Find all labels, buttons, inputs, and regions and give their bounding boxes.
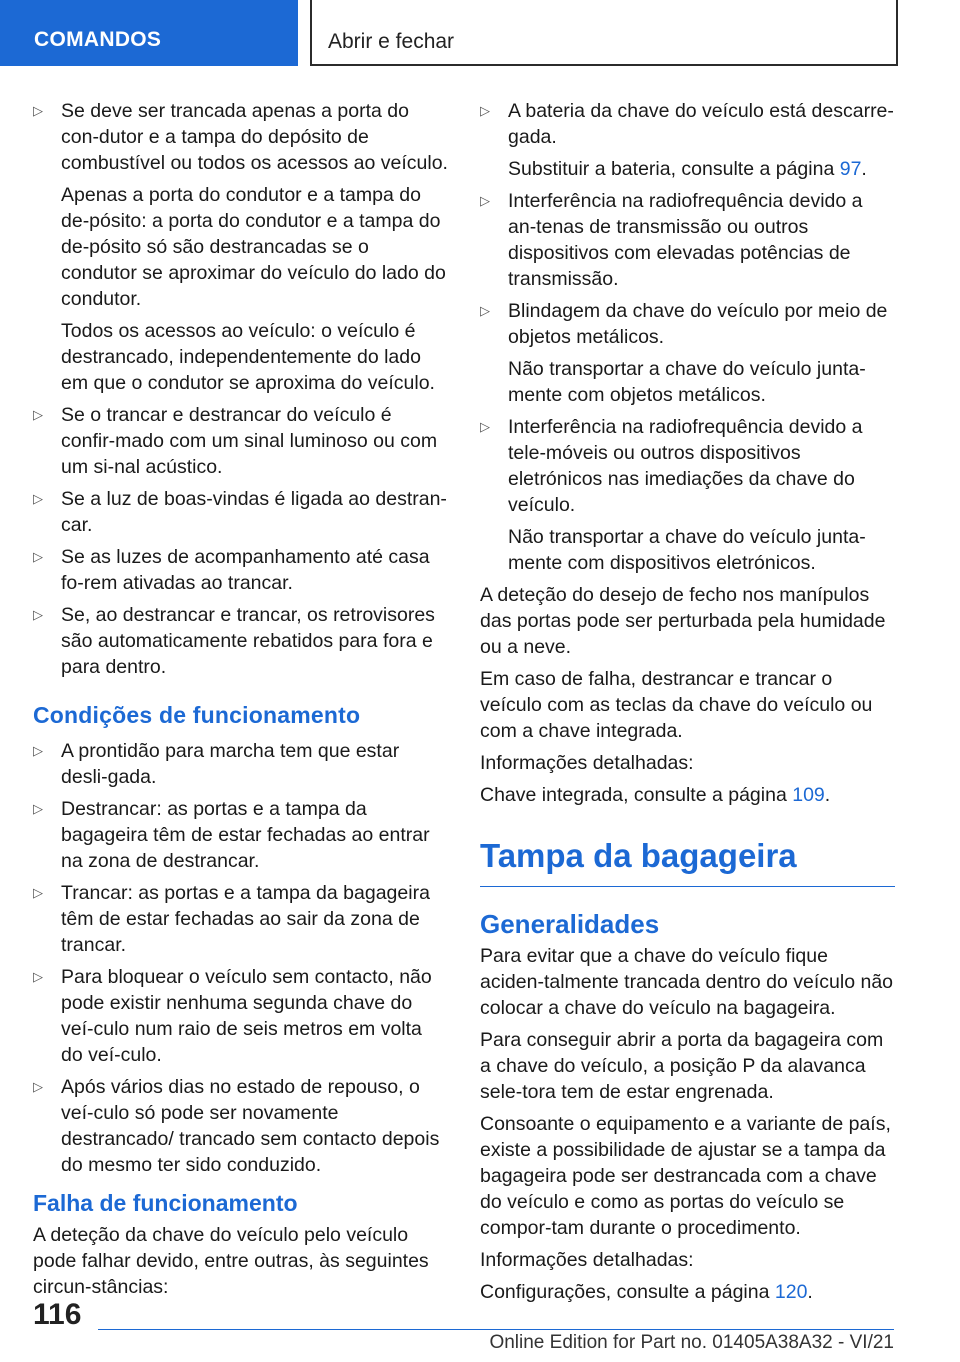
list-item [33,402,448,480]
list-item-text: Destrancar: as portas e a tampa da bagageira têm de estar fechadas ao entrar na zona de destrancar. [61,798,430,872]
page-number: 116 [33,1298,82,1331]
list-item-text: Se, ao destrancar e trancar, os retrovisores são automaticamente rebatidos para fora e para dentro. [61,604,435,678]
triangle-bullet-icon: ▷ [33,607,43,622]
list-item [480,298,895,408]
body-paragraph: Configurações, consulte a página 120. [480,1281,813,1303]
body-paragraph: Para conseguir abrir a porta da bagageira com a chave do veículo, a posição P da alavanca sele-tora tem de estar engrenada. [480,1029,884,1103]
list-item [33,880,448,958]
list-item-text: Interferência na radiofrequência devido a an-tenas de transmissão ou outros dispositivos com elevadas potências de transmissão. [508,190,863,290]
list-item-text: Se a luz de boas-vindas é ligada ao destran-car. [61,488,447,536]
malfunction-text: A deteção da chave do veículo pelo veículo pode falhar devido, entre outras, às seguintes circun-stâncias: [33,1224,429,1298]
triangle-bullet-icon: ▷ [33,1079,43,1094]
page-link-120[interactable]: 120 [774,1281,808,1303]
list-item-text: Se deve ser trancada apenas a porta do con-dutor e a tampa do depósito de combustível ou todos os acessos ao veículo. [61,100,448,174]
malfunction-heading: Falha de funcionamento [33,1190,298,1216]
page-header [0,0,960,68]
list-item-text: Interferência na radiofrequência devido a tele-móveis ou outros dispositivos eletrónicos nas imediações da chave do veículo. [508,416,863,516]
list-item-text: A bateria da chave do veículo está descarre-gada. [508,100,894,148]
general-heading: Generalidades [480,909,660,939]
list-item-text: Se o trancar e destrancar do veículo é confir-mado com um sinal luminoso ou com um si-nal acústico. [61,404,438,478]
section-title: COMANDOS [34,28,162,51]
body-paragraph: Em caso de falha, destrancar e trancar o veículo com as teclas da chave do veículo ou com a chave integrada. [480,668,873,742]
list-item [33,964,448,1068]
list-item [33,738,448,790]
list-item-detail: Todos os acessos ao veículo: o veículo é destrancado, independentemente do lado em que o condutor se aproxima do veículo. [61,320,435,394]
triangle-bullet-icon: ▷ [480,419,490,434]
body-paragraph: Consoante o equipamento e a variante de país, existe a possibilidade de ajustar se a tampa da bagageira pode ser destrancada com a chave do veículo e como as portas do veículo se compor-tam durante o procedimento. [480,1113,891,1239]
list-item [33,544,448,596]
triangle-bullet-icon: ▷ [33,801,43,816]
triangle-bullet-icon: ▷ [33,549,43,564]
triangle-bullet-icon: ▷ [480,303,490,318]
triangle-bullet-icon: ▷ [480,103,490,118]
list-item-text: Após vários dias no estado de repouso, o veí-culo só pode ser novamente destrancado/ trancado sem contacto depois do mesmo ter sido conduzido. [61,1076,440,1176]
list-item [33,796,448,874]
list-item [480,98,895,182]
section-tab [0,0,298,66]
list-item [33,98,448,396]
triangle-bullet-icon: ▷ [33,969,43,984]
list-item [480,414,895,576]
body-paragraph: Informações detalhadas: [480,752,694,774]
list-item-detail: Apenas a porta do condutor e a tampa do de-pósito: a porta do condutor e a tampa do de-pósito só são destrancadas se o condutor se aproximar do veículo do lado do condutor. [61,184,446,310]
list-item-text: Para bloquear o veículo sem contacto, não pode existir nenhuma segunda chave do veí-culo num raio de seis metros em volta do veí-culo. [61,966,432,1066]
triangle-bullet-icon: ▷ [33,743,43,758]
triangle-bullet-icon: ▷ [480,193,490,208]
list-item-detail: Não transportar a chave do veículo junta-mente com objetos metálicos. [508,358,866,406]
chapter-title: Abrir e fechar [328,30,455,53]
list-item-text: A prontidão para marcha tem que estar desli-gada. [61,740,400,788]
body-paragraph: Para evitar que a chave do veículo fique aciden-talmente trancada dentro do veículo não colocar a chave do veículo na bagageira. [480,945,894,1019]
right-column [480,98,895,1311]
body-paragraph: A deteção do desejo de fecho nos manípulos das portas pode ser perturbada pela humidade ou a neve. [480,584,886,658]
section-heading: Tampa da bagageira [480,836,895,887]
chapter-tab [310,0,898,66]
triangle-bullet-icon: ▷ [33,103,43,118]
list-item-detail: Não transportar a chave do veículo junta-mente com dispositivos eletrónicos. [508,526,866,574]
triangle-bullet-icon: ▷ [33,407,43,422]
page-link-97[interactable]: 97 [839,158,862,180]
body-paragraph: Informações detalhadas: [480,1249,694,1271]
list-item [33,486,448,538]
footer-edition: Online Edition for Part no. 01405A38A32 - VI/21 [489,1332,894,1353]
page-link-109[interactable]: 109 [792,784,825,806]
list-item-detail: Substituir a bateria, consulte a página 97. [508,158,867,180]
list-item-text: Se as luzes de acompanhamento até casa fo-rem ativadas ao trancar. [61,546,430,594]
list-item [33,602,448,680]
triangle-bullet-icon: ▷ [33,885,43,900]
list-item [33,1074,448,1178]
left-column [33,98,448,1306]
list-item-text: Blindagem da chave do veículo por meio de objetos metálicos. [508,300,888,348]
triangle-bullet-icon: ▷ [33,491,43,506]
list-item-text: Trancar: as portas e a tampa da bagageira têm de estar fechadas ao sair da zona de trancar. [61,882,430,956]
list-item [480,188,895,292]
conditions-heading: Condições de funcionamento [33,702,361,728]
footer-divider [98,1329,894,1330]
body-paragraph: Chave integrada, consulte a página 109. [480,784,831,806]
